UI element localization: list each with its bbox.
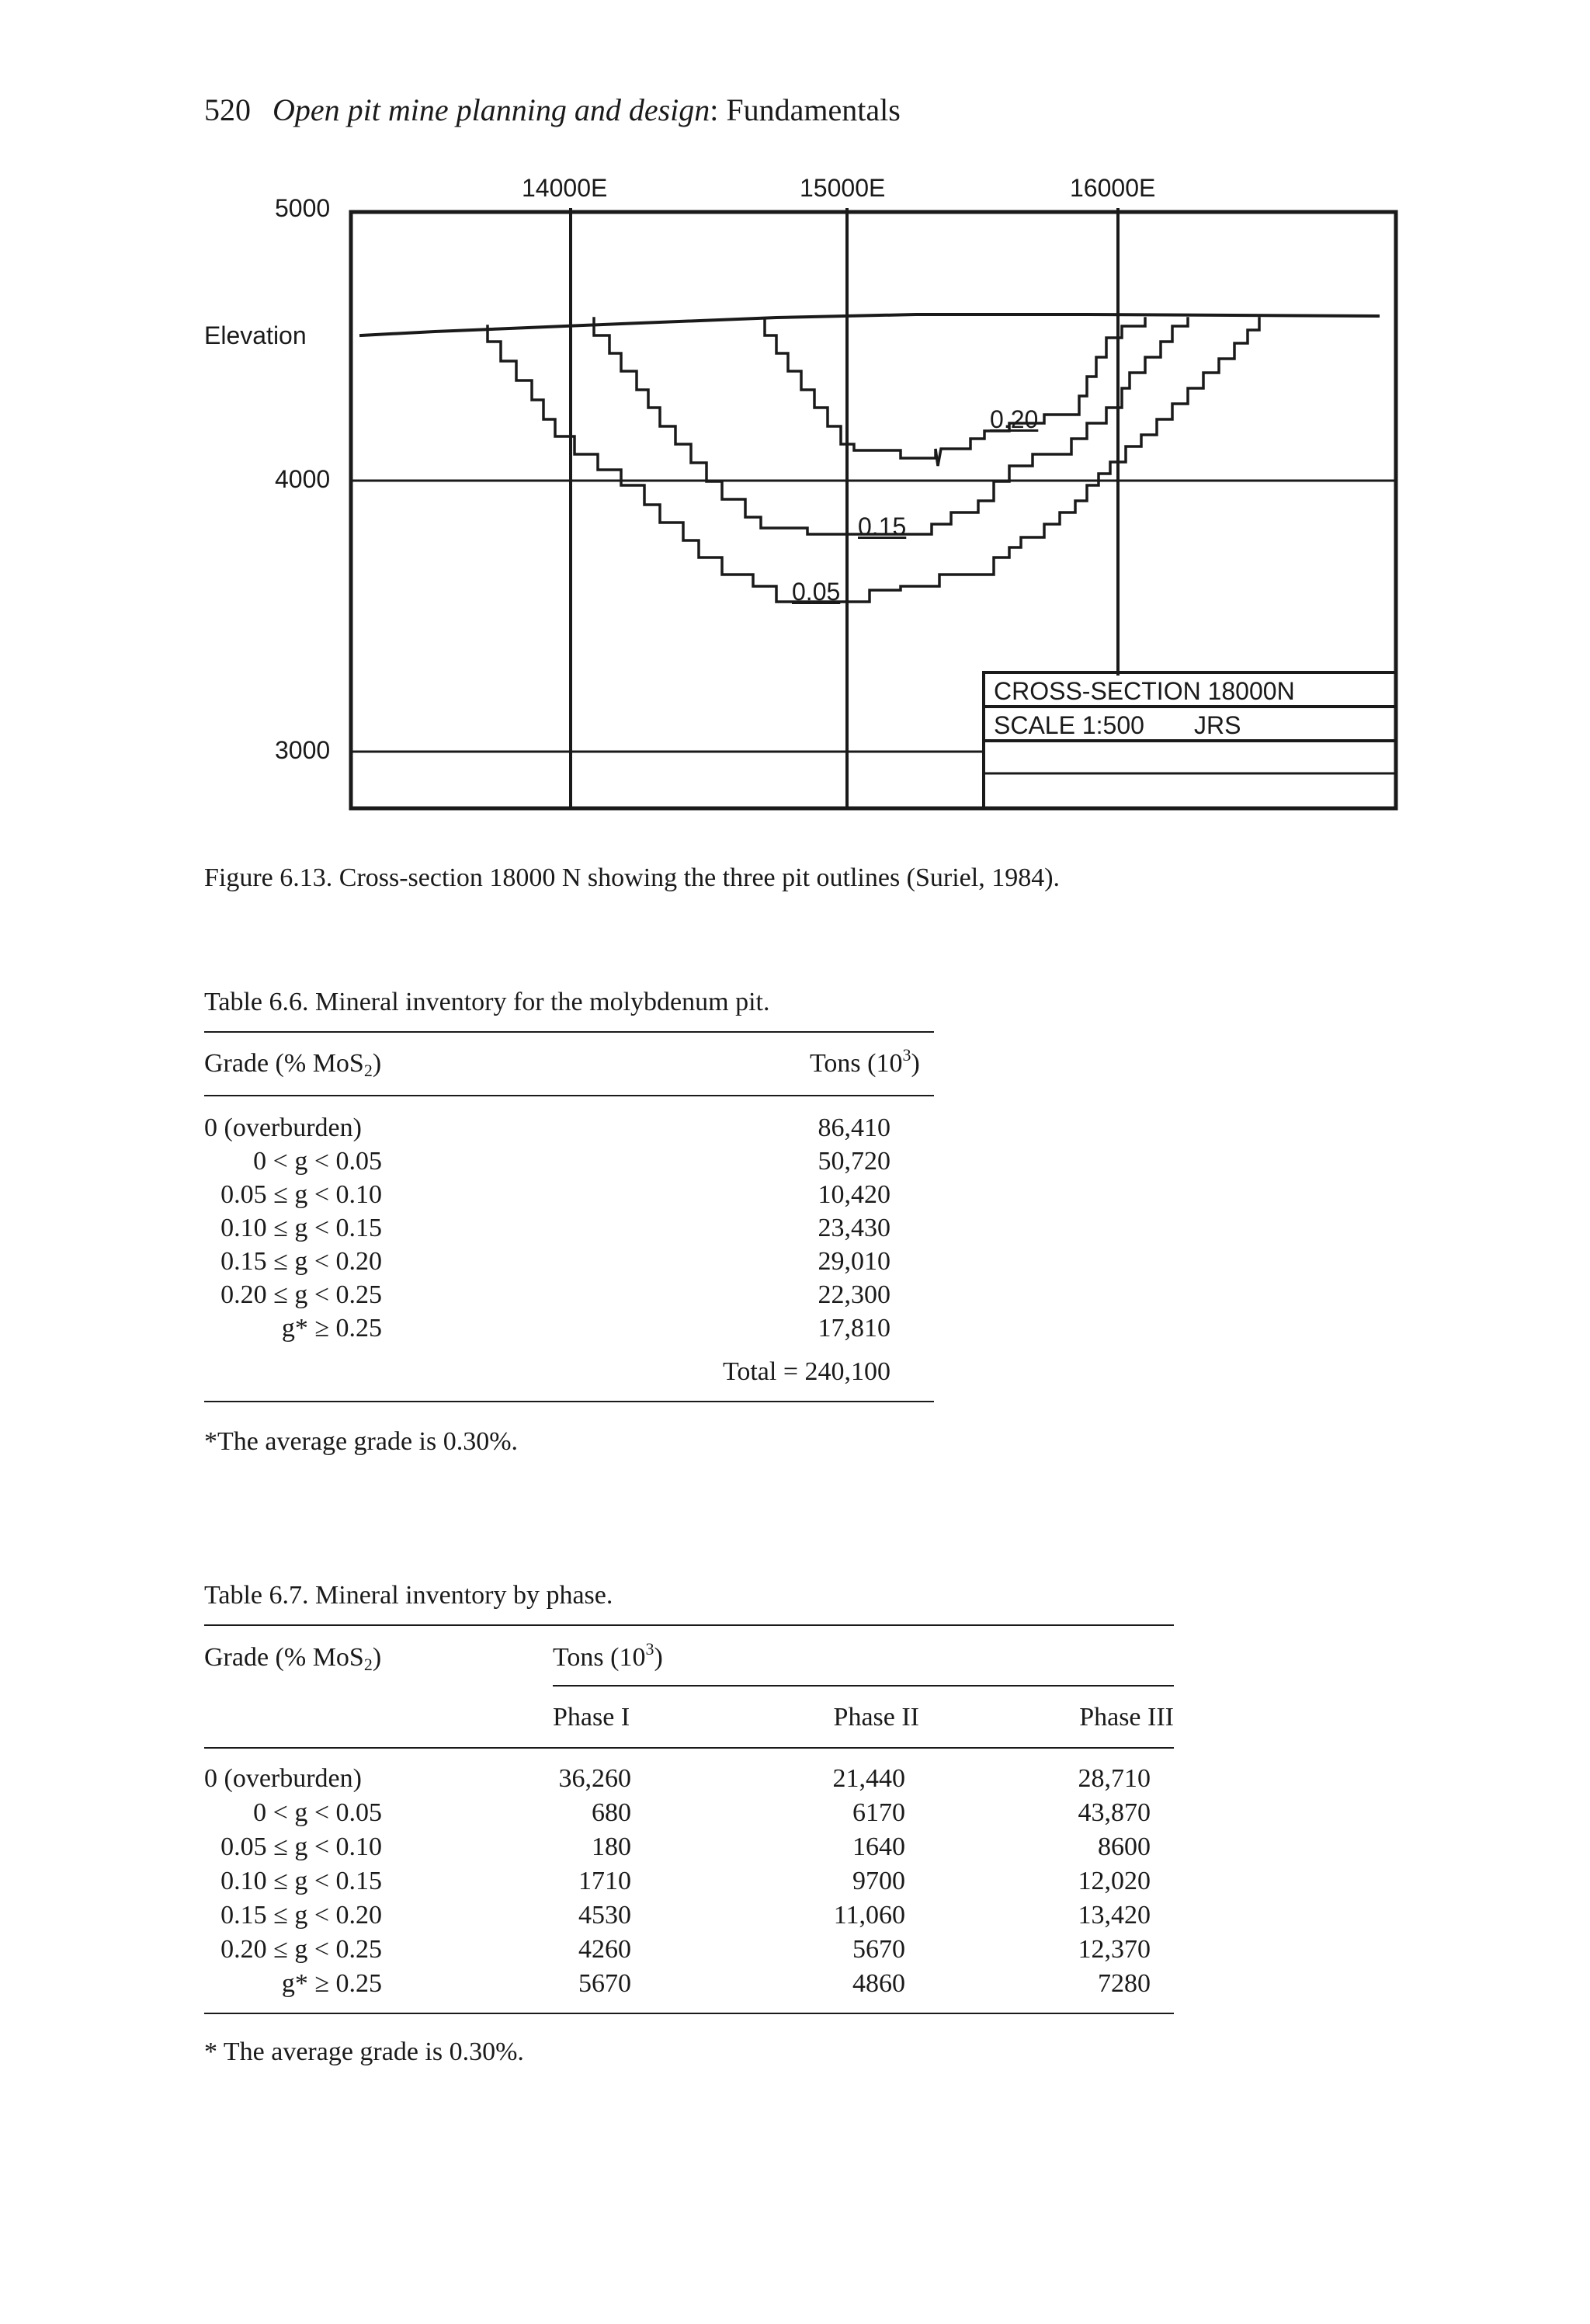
table-6-6-footnote: *The average grade is 0.30%. xyxy=(204,1427,519,1456)
table-6-7-phase3-4: 13,420 xyxy=(1078,1901,1151,1930)
table-6-7-phase2-0: 21,440 xyxy=(832,1764,905,1793)
table-6-7-phase2-1: 6170 xyxy=(852,1798,905,1827)
table-6-6-tons-5: 22,300 xyxy=(818,1280,890,1309)
table-6-7-phase3-1: 43,870 xyxy=(1078,1798,1151,1827)
table-6-7-phase1-6: 5670 xyxy=(578,1969,631,1998)
pit-outline-015 xyxy=(594,318,1188,534)
table-6-6-header-tons: Tons $(10^3)$ xyxy=(810,1045,920,1078)
table-6-6-title: Table 6.6. Mineral inventory for the molybdenum pit. xyxy=(204,988,770,1016)
table-6-7-phase3-5: 12,370 xyxy=(1078,1935,1151,1964)
table-6-7-title: Table 6.7. Mineral inventory by phase. xyxy=(204,1581,613,1610)
table-6-7-header-tons: Tons $(10^3)$ xyxy=(553,1639,663,1672)
table-6-6-top-rule xyxy=(204,1031,934,1033)
y-tick-5000: 5000 xyxy=(275,194,331,222)
table-6-7-spanner-rule xyxy=(553,1685,1174,1687)
table-6-7-header-phase-1: Phase I xyxy=(553,1703,630,1732)
table-6-7-phase1-3: 1710 xyxy=(578,1867,631,1895)
table-6-7-phase2-4: 11,060 xyxy=(833,1901,905,1930)
contour-label-005: 0.05 xyxy=(792,578,841,606)
table-6-7-phase1-4: 4530 xyxy=(578,1901,631,1930)
table-6-7-grade-4: 0.15 ≤ g < 0.20 xyxy=(220,1901,382,1930)
figure-caption: Figure 6.13. Cross-section 18000 N showing the three pit outlines (Suriel, 1984). xyxy=(204,863,1061,892)
title-block-author: JRS xyxy=(1194,711,1241,739)
title-block-scale: SCALE 1:500 xyxy=(994,711,1144,739)
table-6-6-total: Total = 240,100 xyxy=(722,1357,890,1386)
table-6-6-grade-1: 0 < g < 0.05 xyxy=(253,1147,382,1176)
table-6-7-phase2-5: 5670 xyxy=(852,1935,905,1964)
table-6-7-phase1-5: 4260 xyxy=(578,1935,631,1964)
pit-outline-005 xyxy=(488,318,1259,602)
table-6-7-phase3-0: 28,710 xyxy=(1078,1764,1151,1793)
y-tick-4000: 4000 xyxy=(275,465,331,493)
page-number: 520 xyxy=(204,92,251,127)
table-6-7-top-rule xyxy=(204,1624,1174,1626)
table-6-6-tons-4: 29,010 xyxy=(818,1247,890,1276)
table-6-7-header-rule xyxy=(204,1747,1174,1749)
table-6-7-grade-5: 0.20 ≤ g < 0.25 xyxy=(220,1935,382,1964)
topography-line xyxy=(361,314,1378,335)
book-title: Open pit mine planning and design xyxy=(273,92,710,127)
table-6-7-phase3-2: 8600 xyxy=(1098,1832,1151,1861)
table-6-7-phase3-3: 12,020 xyxy=(1078,1867,1151,1895)
x-tick-15000e: 15000E xyxy=(800,174,886,202)
x-tick-16000e: 16000E xyxy=(1070,174,1156,202)
table-6-7-phase2-3: 9700 xyxy=(852,1867,905,1895)
table-6-7-phase2-6: 4860 xyxy=(852,1969,905,1998)
table-6-6-tons-3: 23,430 xyxy=(818,1214,890,1242)
table-6-7-bottom-rule xyxy=(204,2013,1174,2014)
table-6-7-grade-2: 0.05 ≤ g < 0.10 xyxy=(220,1832,382,1861)
table-6-6-grade-5: 0.20 ≤ g < 0.25 xyxy=(220,1280,382,1309)
table-6-6-header-rule xyxy=(204,1095,934,1096)
table-6-7-phase1-2: 180 xyxy=(592,1832,631,1861)
table-6-6-header-grade: Grade (% MoS$_2$) xyxy=(204,1049,382,1080)
table-6-7-header-phase-3: Phase III xyxy=(1079,1703,1174,1732)
contour-label-015: 0.15 xyxy=(858,512,907,540)
pit-outline-020 xyxy=(765,318,1145,466)
contour-label-020: 0.20 xyxy=(990,405,1039,433)
table-6-6-grade-0: 0 (overburden) xyxy=(204,1113,362,1142)
table-6-7-header-grade: Grade (% MoS$_2$) xyxy=(204,1643,382,1674)
table-6-6-tons-6: 17,810 xyxy=(818,1314,890,1343)
y-tick-3000: 3000 xyxy=(275,736,331,764)
table-6-6-tons-2: 10,420 xyxy=(818,1180,890,1209)
cross-section-figure xyxy=(0,0,1590,839)
table-6-7-phase2-2: 1640 xyxy=(852,1832,905,1861)
table-6-7-grade-6: g* ≥ 0.25 xyxy=(281,1969,382,1998)
table-6-6-tons-0: 86,410 xyxy=(818,1113,890,1142)
table-6-7-grade-3: 0.10 ≤ g < 0.15 xyxy=(220,1867,382,1895)
table-6-6-grade-6: g* ≥ 0.25 xyxy=(281,1314,382,1343)
table-6-7-grade-0: 0 (overburden) xyxy=(204,1764,362,1793)
elevation-label: Elevation xyxy=(204,321,307,349)
table-6-7-footnote: * The average grade is 0.30%. xyxy=(204,2037,524,2066)
table-6-7-phase1-0: 36,260 xyxy=(558,1764,631,1793)
title-block-section: CROSS-SECTION 18000N xyxy=(994,677,1295,705)
table-6-7-grade-1: 0 < g < 0.05 xyxy=(253,1798,382,1827)
table-6-7-header-phase-2: Phase II xyxy=(833,1703,919,1732)
table-6-7-phase1-1: 680 xyxy=(592,1798,631,1827)
table-6-6-grade-4: 0.15 ≤ g < 0.20 xyxy=(220,1247,382,1276)
table-6-7-phase3-6: 7280 xyxy=(1098,1969,1151,1998)
x-tick-14000e: 14000E xyxy=(522,174,608,202)
table-6-6-grade-3: 0.10 ≤ g < 0.15 xyxy=(220,1214,382,1242)
book-title-subtitle: : Fundamentals xyxy=(710,92,901,127)
table-6-6-bottom-rule xyxy=(204,1401,934,1402)
table-6-6-grade-2: 0.05 ≤ g < 0.10 xyxy=(220,1180,382,1209)
table-6-6-tons-1: 50,720 xyxy=(818,1147,890,1176)
